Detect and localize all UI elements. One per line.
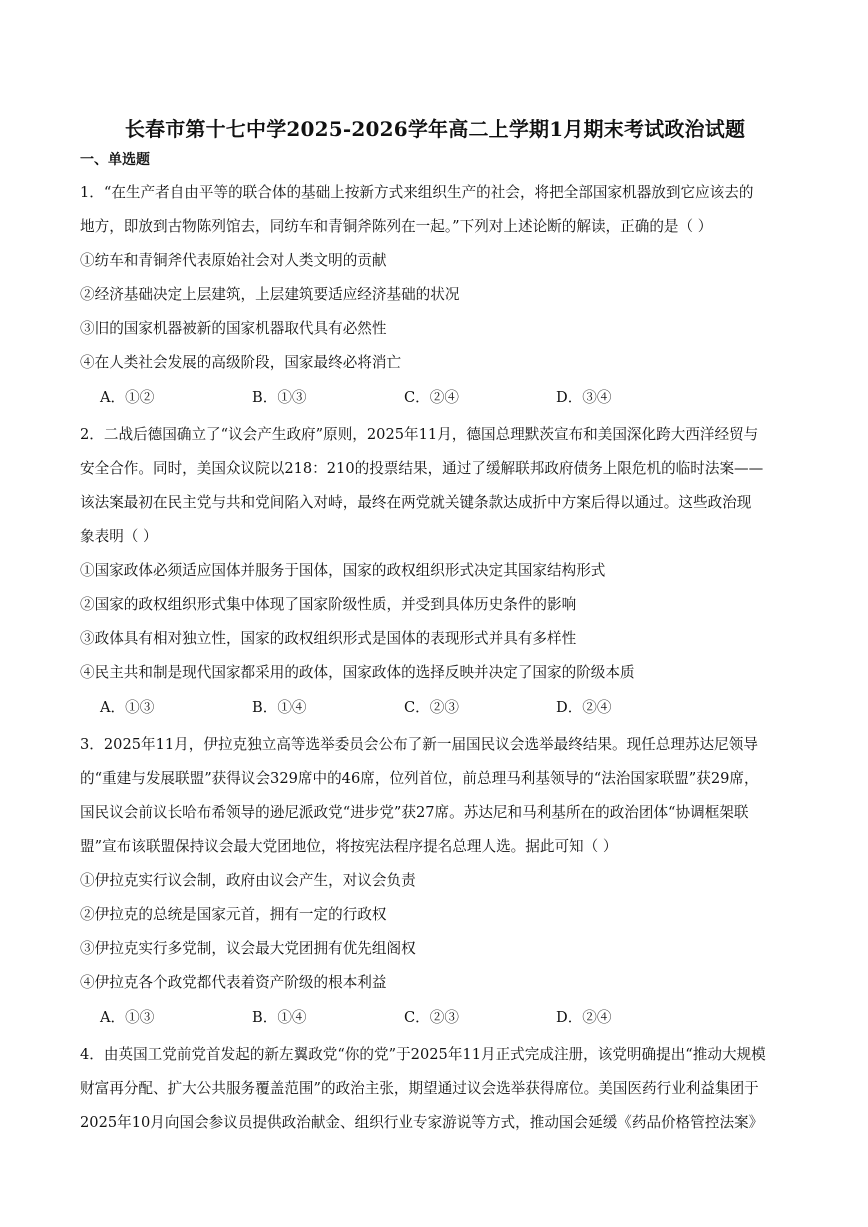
- stem-line: 3．2025年11月，伊拉克独立高等选举委员会公布了新一届国民议会选举最终结果。现任总理苏达尼领导: [80, 736, 758, 753]
- statement: ②伊拉克的总统是国家元首，拥有一定的行政权: [80, 906, 387, 923]
- option-d: D．②④: [556, 1009, 612, 1026]
- statement: ①国家政体必须适应国体并服务于国体，国家的政权组织形式决定其国家结构形式: [80, 562, 606, 579]
- statement: ①伊拉克实行议会制，政府由议会产生，对议会负责: [80, 872, 416, 889]
- option-a: A．①③: [100, 699, 155, 716]
- stem-line: 象表明（ ）: [80, 528, 158, 545]
- option-b: B．①④: [252, 1009, 307, 1026]
- option-c: C．②③: [404, 699, 459, 716]
- stem-line: 4．由英国工党前党首发起的新左翼政党“你的党”于2025年11月正式完成注册，该党明确提出“推动大规模: [80, 1046, 766, 1063]
- question-stem: [80, 418, 790, 554]
- question-stem: [80, 176, 790, 244]
- statement: ④在人类社会发展的高级阶段，国家最终必将消亡: [80, 354, 402, 371]
- option-b: B．①④: [252, 699, 307, 716]
- answer-options: [80, 1000, 790, 1036]
- option-c: C．②③: [404, 1009, 459, 1026]
- statement: ③伊拉克实行多党制，议会最大党团拥有优先组阁权: [80, 940, 416, 957]
- option-d: D．③④: [556, 389, 612, 406]
- option-c: C．②④: [404, 389, 459, 406]
- option-d: D．②④: [556, 699, 612, 716]
- question-stem: [80, 1038, 790, 1140]
- stem-line: 1．“在生产者自由平等的联合体的基础上按新方式来组织生产的社会，将把全部国家机器放到它应该去的: [80, 184, 754, 201]
- stem-line: 国民议会前议长哈布希领导的逊尼派政党“进步党”获27席。苏达尼和马利基所在的政治团体“协调框架联: [80, 804, 749, 821]
- statement: ④伊拉克各个政党都代表着资产阶级的根本利益: [80, 974, 387, 991]
- page-title: 长春市第十七中学2025-2026学年高二上学期1月期末考试政治试题: [124, 117, 746, 141]
- statement: ③政体具有相对独立性，国家的政权组织形式是国体的表现形式并具有多样性: [80, 630, 577, 647]
- statement: ①纺车和青铜斧代表原始社会对人类文明的贡献: [80, 252, 387, 269]
- question-stem: [80, 728, 790, 864]
- section-heading: 一、单选题: [80, 152, 150, 168]
- statement: ④民主共和制是现代国家都采用的政体，国家政体的选择反映并决定了国家的阶级本质: [80, 664, 635, 681]
- stem-line: 地方，即放到古物陈列馆去，同纺车和青铜斧陈列在一起。”下列对上述论断的解读，正确的是（ ）: [80, 218, 713, 235]
- option-a: A．①②: [100, 389, 155, 406]
- statement: ③旧的国家机器被新的国家机器取代具有必然性: [80, 320, 387, 337]
- stem-line: 财富再分配、扩大公共服务覆盖范围”的政治主张，期望通过议会选举获得席位。美国医药行业利益集团于: [80, 1080, 759, 1097]
- question-3: [80, 728, 790, 1036]
- option-b: B．①③: [252, 389, 307, 406]
- answer-options: [80, 690, 790, 726]
- question-4: [80, 1038, 790, 1140]
- question-1: [80, 176, 790, 416]
- option-a: A．①③: [100, 1009, 155, 1026]
- stem-line: 该法案最初在民主党与共和党间陷入对峙，最终在两党就关键条款达成折中方案后得以通过。这些政治现: [80, 494, 752, 511]
- question-2: [80, 418, 790, 726]
- stem-line: 安全合作。同时，美国众议院以218：210的投票结果，通过了缓解联邦政府债务上限危机的临时法案——: [80, 460, 764, 477]
- stem-line: 的“重建与发展联盟”获得议会329席中的46席，位列首位，前总理马利基领导的“法治国家联盟”获29席，: [80, 770, 759, 787]
- stem-line: 2025年10月向国会参议员提供政治献金、组织行业专家游说等方式，推动国会延缓《药品价格管控法案》: [80, 1114, 764, 1131]
- stem-line: 2．二战后德国确立了“议会产生政府”原则，2025年11月，德国总理默茨宣布和美国深化跨大西洋经贸与: [80, 426, 759, 443]
- answer-options: [80, 380, 790, 416]
- stem-line: 盟”宣布该联盟保持议会最大党团地位，将按宪法程序提名总理人选。据此可知（ ）: [80, 838, 618, 855]
- statement: ②经济基础决定上层建筑，上层建筑要适应经济基础的状况: [80, 286, 460, 303]
- statement: ②国家的政权组织形式集中体现了国家阶级性质，并受到具体历史条件的影响: [80, 596, 577, 613]
